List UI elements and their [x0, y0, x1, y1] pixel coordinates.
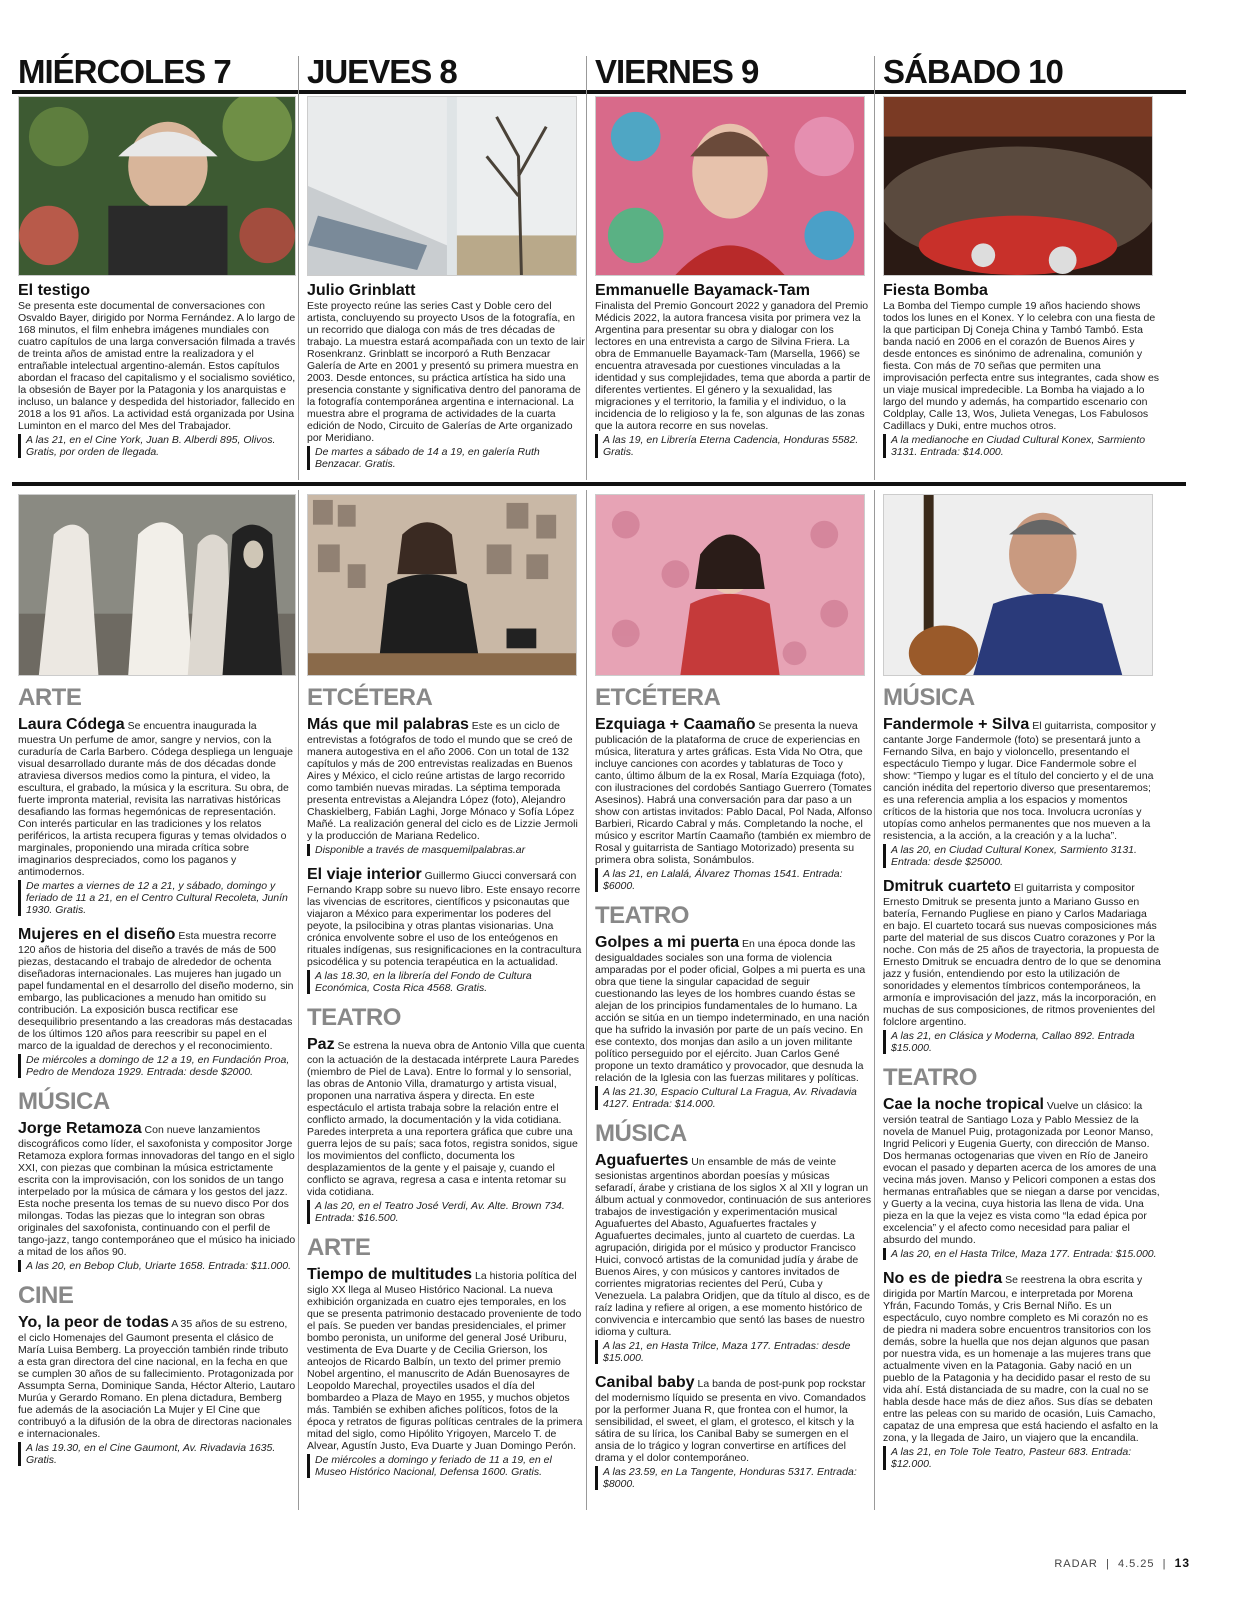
event-title: El viaje interior	[307, 866, 422, 883]
event-jorge-retamoza	[18, 1120, 296, 1272]
event-info: Disponible a través de masquemilpalabras.ar	[307, 844, 585, 856]
event-el-testigo	[18, 282, 296, 478]
photo-bayamack-tam	[595, 96, 865, 276]
event-info: A las 23.59, en La Tangente, Honduras 5317. Entrada: $8000.	[595, 1466, 873, 1490]
event-mujeres-diseno	[18, 926, 296, 1078]
section-label-musica: MÚSICA	[18, 1088, 110, 1115]
photo-grinblatt-car	[307, 96, 577, 276]
event-body: La Bomba del Tiempo cumple 19 años haciendo shows todos los lunes en el Konex. Y lo celebra con una fiesta de la que participan Dj Coneja China y Tambó Tambó. Esta banda nació en 2006 en el corazón de Buenos Aires y desde entonces es sinónimo de adrenalina, comunión y fiesta. Con más de 70 señas que permiten una improvisación perfecta entre sus integrantes, cada show es un viaje musical impredecible. La Bomba ha viajado a lo largo del mundo y además, ha compartido escenario con Coldplay, Calle 13, Wos, Julieta Venegas, Los Fabulosos Cadillacs y Duki, entre muchos otros.	[883, 300, 1160, 432]
event-canibal-baby	[595, 1374, 873, 1490]
event-title: Jorge Retamoza	[18, 1120, 142, 1137]
section-label-teatro: TEATRO	[307, 1004, 401, 1031]
event-info: A la medianoche en Ciudad Cultural Konex, Sarmiento 3131. Entrada: $14.000.	[883, 434, 1161, 458]
event-info: A las 21, en el Cine York, Juan B. Alberdi 895, Olivos. Gratis, por orden de llegada.	[18, 434, 296, 458]
event-info: A las 21, en Tole Tole Teatro, Pasteur 683. Entrada: $12.000.	[883, 1446, 1161, 1470]
event-body: Con nueve lanzamientos discográficos como líder, el saxofonista y compositor Jorge Retamoza explora formas innovadoras del tango en el siglo XXI, con piezas que combinan la música estrictamente escrita con la improvisación, con los sonidos de un tango interpelado por la música de cámara y los gestos del jazz. Esta noche presenta los temas de su nuevo disco Por dos milongas. Todas las piezas que lo integran son obras originales del saxofonista, continuando con el perfil de tango-jazz, tango contemporáneo que el músico ha iniciado a mitad de los años 90.	[18, 1124, 296, 1258]
section-label-musica: MÚSICA	[883, 684, 975, 711]
event-body: El guitarrista, compositor y cantante Jorge Fandermole (foto) se presentará junto a Fernando Silva, en bajo y violoncello, presentando el espectáculo Tiempo y lugar. Dice Fandermole sobre el show: “Tiempo y lugar es el título del concierto y el de una canción inédita del repertorio diverso que presentaremos; es una referencia amplia a los espacios y momentos críticos de la historia que nos toca. Involucra ucronías y utopías como anhelos permanentes que nos mueven a la resistencia, a la acción, a la creación y a la lucha”.	[883, 720, 1156, 842]
column-divider	[586, 490, 587, 1510]
event-info: A las 21, en Hasta Trilce, Maza 177. Entradas: desde $15.000.	[595, 1340, 873, 1364]
event-info: A las 20, en Bebop Club, Uriarte 1658. Entrada: $11.000.	[18, 1260, 296, 1272]
event-info: De miércoles a domingo y feriado de 11 a 19, en el Museo Histórico Nacional, Defensa 1600. Gratis.	[307, 1454, 585, 1478]
event-body: La banda de post-punk pop rockstar del modernismo líquido se presenta en vivo. Comandados por la performer Juana R, que frontea con el humor, la sensibilidad, el sweet, el glam, el grotesco, el kitsch y la sátira de su lírica, los Canibal Baby se sumergen en el ansia de lo trágico y logran convertirse en artífices del drama y el dolor contemporáneo.	[595, 1378, 866, 1464]
event-aguafuertes	[595, 1152, 873, 1364]
column-divider	[298, 490, 299, 1510]
column-divider	[874, 490, 875, 1510]
event-body: Guillermo Giucci conversará con Fernando Krapp sobre su nuevo libro. Este ensayo recorre las vivencias de escritores, científicos y psiconautas que viajaron a México para experimentar los poderes del peyote, la psilocibina y otras plantas visionarias. Una crónica envolvente sobre el uso de los enteógenos en rituales indígenas, sus resignificaciones en la contracultura psicodélica y su potencia terapéutica en la actualidad.	[307, 870, 582, 968]
event-title: No es de piedra	[883, 1270, 1003, 1287]
column-wednesday-listings	[18, 682, 296, 1512]
event-body: La historia política del siglo XX llega al Museo Histórico Nacional. La nueva exhibición organizada en cuatro ejes temporales, en los que se presenta patrimonio destacado proveniente de todo el país. Se pueden ver bandas presidenciales, el primer bombo peronista, un uniforme del general José Uriburu, vestimenta de Eva Duarte y de Cecilia Grierson, los anteojos de Ricardo Balbín, un texto del primer premio Nobel argentino, el manuscrito de Adán Buenosayres de Leopoldo Marechal, proyectiles usados el día del bombardeo a Plaza de Mayo en 1955, y muchos objetos más. También se exhiben afiches políticos, fotos de la época y retratos de figuras políticas centrales de la primera mitad del siglo, como Hipólito Yrigoyen, Marcelo T. de Alvear, Agustín Justo, Eva Duarte y Juan Domingo Perón.	[307, 1270, 583, 1452]
event-body: Se estrena la nueva obra de Antonio Villa que cuenta con la actuación de la destacada intérprete Laura Paredes (miembro de Piel de Lava). Entre lo formal y lo sensorial, las obras de Antonio Villa, dramaturgo y artista visual, proponen una narrativa áspera y directa. En este espectáculo el artista trabaja sobre la relación entre el conflicto armado, la documentación y la vida cotidiana. Paredes interpreta a una reportera gráfica que cubre una guerra lejos de su país; saca fotos, registra sonidos, sigue los movimientos del conflicto, documenta los desplazamientos de la gente y el paisaje y, cuando el conflicto se agrava, regresa a casa e intenta retomar su vida cotidiana.	[307, 1040, 585, 1198]
day-header-friday: VIERNES 9	[595, 53, 759, 90]
column-friday-listings	[595, 682, 873, 1512]
event-julio-grinblatt	[307, 282, 585, 478]
column-saturday-listings	[883, 682, 1161, 1512]
event-title: Ezquiaga + Caamaño	[595, 716, 756, 733]
section-label-etcetera: ETCÉTERA	[595, 684, 721, 711]
section-label-musica: MÚSICA	[595, 1120, 687, 1147]
event-mas-que-mil-palabras	[307, 716, 585, 856]
event-body: Este es un ciclo de entrevistas a fotógrafos de todo el mundo que se creó de manera autogestiva en el año 2006. Con un total de 132 capítulos y más de 200 entrevistas realizadas en Buenos Aires y México, el ciclo reúne artistas de largo recorrido como también nuevas miradas. La séptima temporada presenta entrevistas a Alejandra López (foto), Alejandro Chaskielberg, Fabián Laghi, Jorge Mónaco y Sofía López Mañé. La realización general del ciclo es de Lizzie Jermoli y la producción de Mariana Redelico.	[307, 720, 578, 842]
event-info: A las 21, en Clásica y Moderna, Callao 892. Entrada $15.000.	[883, 1030, 1161, 1054]
photo-osvaldo-bayer	[18, 96, 296, 276]
footer-section: RADAR	[1054, 1558, 1098, 1570]
event-info: De miércoles a domingo de 12 a 19, en Fundación Proa, Pedro de Mendoza 1929. Entrada: desde $2000.	[18, 1054, 296, 1078]
section-label-teatro: TEATRO	[595, 902, 689, 929]
event-title: Fiesta Bomba	[883, 282, 988, 299]
section-label-teatro: TEATRO	[883, 1064, 977, 1091]
event-body: Se presenta este documental de conversaciones con Osvaldo Bayer, dirigido por Norma Fernández. A lo largo de 168 minutos, el film enhebra imágenes mundiales con cuatro capítulos de una larga conversación filmada a través de treinta años de amistad entre la realizadora y el entrañable intelectual argentino-alemán. Estos capítulos abordan el fracaso del capitalismo y el socialismo soviético, la obsesión de Bayer por la Patagonia y los anarquistas e incluso, un balance y despedida del historiador, fallecido en 2018 a los 91 años. La actividad está organizada por Usina Luminton en el marco del Mes del Trabajador.	[18, 300, 296, 432]
column-divider	[586, 56, 587, 480]
event-info: A las 20, en el Hasta Trilce, Maza 177. Entrada: $15.000.	[883, 1248, 1161, 1260]
event-fandermole-silva	[883, 716, 1161, 868]
event-cae-la-noche-tropical	[883, 1096, 1161, 1260]
event-body: Se encuentra inaugurada la muestra Un perfume de amor, sangre y nervios, con la curaduría de Carla Barbero. Códega despliega un lenguaje visual desarrollado durante más de dos décadas donde atraviesa diversos medios como la pintura, el video, la escultura, el grabado, la música y la escritura. Su obra, de fuerte impronta material, revisita las narrativas históricas desafiando las formas hegemónicas de representación. Con interés particular en las tradiciones y los relatos periféricos, la artista recupera figuras y temas olvidados o marginales, proponiendo una mirada crítica sobre imaginarios despreciados, como los paganos y antimodernos.	[18, 720, 293, 878]
event-body: Se presenta la nueva publicación de la plataforma de cruce de experiencias en música, literatura y artes gráficas. Esta Vida No Otra, que incluye canciones con acordes y tablaturas de Toco y canto, último álbum de la ex Rosal, María Ezquiaga (foto), con ilustraciones del cordobés Santiago Guerrero (Tomates Asesinos). Habrá una conversación para dar paso a un show con artistas invitados: Pablo Dacal, Pol Nada, Alfonso Barbieri, Ricardo Cabral y más. Completando la noche, el músico y escritor Martín Caamaño (también ex miembro de Rosal y guitarrista de Santiago Motorizado) presenta su primera obra solista, Sonámbulos.	[595, 720, 873, 866]
photo-jorge-fandermole	[883, 494, 1153, 676]
event-body: Este proyecto reúne las series Cast y Doble cero del artista, concluyendo su proyecto Usos de la fotografía, en un recorrido que dialoga con más de tres décadas de trabajo. La muestra estará acompañada con un texto de lair Rosenkranz. Grinblatt se incorporó a Ruth Benzacar Galería de Arte en 2001 y presentó su primera muestra en 2003. Desde entonces, su práctica artística ha sido una presencia constante y significativa dentro del panorama de la fotografía contemporánea argentina e internacional. La muestra abre el programa de actividades de la cuarta edición de Nodo, Circuito de Galerías de Arte organizado por Meridiano.	[307, 300, 585, 444]
event-body: Se reestrena la obra escrita y dirigida por Martín Marcou, e interpretada por Morena Yfrán, Facundo Tomás, y Cris Bernal Niño. Es un espectáculo, cuyo nombre completo es Mi corazón no es de piedra ni madera sobre encuentros transitorios con los demás, sobre la huella que nos dejan algunos que pasan por nuestra vida, es un homenaje a las mujeres trans que actualmente viven en la Patagonia. Gaby nació en un pueblo de la Patagonia y ha decidido pasar el resto de su vida ahí. Está distanciada de su madre, con la cual no se habla desde hace más de diez años. Sus días se debaten entre las peleas con su marido de ocasión, Luis Camacho, capataz de una empresa que está haciendo el asfalto en la zona, y la llegada de Jairo, un viajero que la encandila.	[883, 1274, 1158, 1444]
day-header-saturday: SÁBADO 10	[883, 53, 1063, 90]
event-title: Más que mil palabras	[307, 716, 469, 733]
photo-maria-ezquiaga	[595, 494, 865, 676]
event-body: El guitarrista y compositor Ernesto Dmitruk se presenta junto a Mariano Gusso en batería, Fernando Pugliese en piano y Carlos Madariaga en bajo. El cuarteto tocará sus nuevas composiciones más parte del material de sus discos Cuatro corazones y Por la noche. Con más de 25 años de trayectoria, la propuesta de Ernesto Dmitruk se encuadra dentro de lo que se denomina jazz y fusión, entendiendo por esto la utilización de sonoridades y elementos tímbricos contemporáneos, la armonía e improvisación del jazz, más la incorporación, en muchas de sus composiciones, de ritmos provenientes del folclore argentino.	[883, 882, 1161, 1028]
event-tiempo-de-multitudes	[307, 1266, 585, 1478]
event-title: Emmanuelle Bayamack-Tam	[595, 282, 810, 299]
event-paz	[307, 1036, 585, 1224]
event-no-es-de-piedra	[883, 1270, 1161, 1470]
column-thursday-listings	[307, 682, 585, 1512]
event-title: Aguafuertes	[595, 1152, 689, 1169]
event-body: Vuelve un clásico: la versión teatral de Santiago Loza y Pablo Messiez de la novela de Manuel Puig, protagonizada por Leonor Manso, Ingrid Pelicori y Eugenia Guerty, con dirección de Manso. Dos hermanas octogenarias que viven en Río de Janeiro evocan el pasado y departen acerca de los amores de una vecina más joven. Manso y Pelicori componen a estas dos hermanas entrañables que se niegan a darse por vencidas, y Guerty a la vecina, cuya historia las llena de vida. Una pieza en la que la vejez es vista como “la edad épica por excelencia” y el afecto como necesidad para paliar el absurdo del mundo.	[883, 1100, 1160, 1246]
event-laura-codega	[18, 716, 296, 916]
event-info: De martes a sábado de 14 a 19, en galería Ruth Benzacar. Gratis.	[307, 446, 585, 470]
event-fiesta-bomba	[883, 282, 1161, 478]
event-info: A las 20, en el Teatro José Verdi, Av. Alte. Brown 734. Entrada: $16.500.	[307, 1200, 585, 1224]
event-title: Julio Grinblatt	[307, 282, 416, 299]
event-body: Un ensamble de más de veinte sesionistas argentinos abordan poesías y músicas sefaradí, árabe y cristiana de los siglos X al XII y logran un álbum actual y conmovedor, continuación de sus anteriores trabajos de investigación y experimentación musical Aguafuertes del Abasto, Aguafuertes fractales y Aguafuertes decimales, junto al cuarteto de cuerdas. La agrupación, dirigida por el músico y productor Francisco Huici, convocó artistas de la comunidad judía y árabe de Buenos Aires, y con músicos y cantores invitados de corrientes migratorias recientes del Perú, Cuba y Venezuela. La palabra Oridjen, que da título al disco, es de raíz ladina y refiere al origen, a ese momento histórico de convivencia e intercambio que sentó las bases de nuestro idioma y cultura.	[595, 1156, 872, 1338]
section-label-arte: ARTE	[307, 1234, 371, 1261]
event-info: A las 18.30, en la librería del Fondo de Cultura Económica, Costa Rica 4568. Gratis.	[307, 970, 585, 994]
event-info: A las 21.30, Espacio Cultural La Fragua, Av. Rivadavia 4127. Entrada: $14.000.	[595, 1086, 873, 1110]
photo-alejandra-lopez	[307, 494, 577, 676]
event-title: Dmitruk cuarteto	[883, 878, 1012, 895]
section-label-etcetera: ETCÉTERA	[307, 684, 433, 711]
event-info: De martes a viernes de 12 a 21, y sábado, domingo y feriado de 11 a 21, en el Centro Cultural Recoleta, Junín 1930. Gratis.	[18, 880, 296, 916]
event-el-viaje-interior	[307, 866, 585, 994]
section-label-cine: CINE	[18, 1282, 74, 1309]
event-info: A las 19.30, en el Cine Gaumont, Av. Rivadavia 1635. Gratis.	[18, 1442, 296, 1466]
event-body: Finalista del Premio Goncourt 2022 y ganadora del Premio Médicis 2022, la autora francesa visita por primera vez la Argentina para presentar su obra y dialogar con los lectores en una entrevista a cargo de Silvina Friera. La obra de Emmanuelle Bayamack-Tam (Marsella, 1966) se encuentra atravesada por cuestiones vinculadas a la identidad y sus complejidades, tema que aborda a partir de diferentes vertientes. El género y la sexualidad, las migraciones y el territorio, la familia y el individuo, o la incidencia de lo religioso y la fe, son algunas de las zonas que la autora recorre en sus novelas.	[595, 300, 871, 432]
section-rule	[12, 482, 1186, 486]
page-number: 13	[1174, 1556, 1190, 1570]
event-body: A 35 años de su estreno, el ciclo Homenajes del Gaumont presenta el clásico de María Luisa Bemberg. La proyección también rinde tributo a esta gran directora del cine nacional, en la fecha en que se cumplen 30 años de su fallecimiento. Protagonizada por Assumpta Serna, Dominique Sanda, Héctor Alterio, Lautaro Murúa y Gerardo Romano. En plena dictadura, Bemberg fue además de la asociación La Mujer y El Cine que contribuyó a la difusión de la obra de directoras nacionales e internacionales.	[18, 1318, 296, 1440]
event-title: El testigo	[18, 282, 91, 299]
day-header-wednesday: MIÉRCOLES 7	[18, 53, 231, 90]
event-golpes-a-mi-puerta	[595, 934, 873, 1110]
photo-laura-codega	[18, 494, 296, 676]
event-info: A las 19, en Librería Eterna Cadencia, Honduras 5582. Gratis.	[595, 434, 873, 458]
event-info: A las 21, en Lalalá, Álvarez Thomas 1541. Entrada: $6000.	[595, 868, 873, 892]
event-title: Cae la noche tropical	[883, 1096, 1044, 1113]
event-title: Golpes a mi puerta	[595, 934, 740, 951]
day-header-thursday: JUEVES 8	[307, 53, 457, 90]
event-ezquiaga-caamano	[595, 716, 873, 892]
event-body: Esta muestra recorre 120 años de historia del diseño a través de más de 500 piezas, destacando el trabajo de alrededor de ochenta diseñadoras internacionales. Las mujeres han jugado un papel fundamental en el desarrollo del diseño moderno, sin embargo, las publicaciones a menudo han omitido su contribución. La exposición busca rectificar ese desequilibrio presentando a las creadoras más destacadas de los últimos 120 años para reescribir su papel en el marco de la igualdad de derechos y el reconocimiento.	[18, 930, 294, 1052]
event-dmitruk-cuarteto	[883, 878, 1161, 1054]
event-title: Fandermole + Silva	[883, 716, 1030, 733]
event-title: Canibal baby	[595, 1374, 695, 1391]
event-title: Paz	[307, 1036, 335, 1053]
photo-fiesta-bomba	[883, 96, 1153, 276]
event-title: Tiempo de multitudes	[307, 1266, 473, 1283]
event-title: Mujeres en el diseño	[18, 926, 176, 943]
event-title: Laura Códega	[18, 716, 125, 733]
event-title: Yo, la peor de todas	[18, 1314, 169, 1331]
event-yo-la-peor	[18, 1314, 296, 1466]
section-label-arte: ARTE	[18, 684, 82, 711]
column-divider	[874, 56, 875, 480]
footer-date: 4.5.25	[1117, 1558, 1155, 1570]
event-body: En una época donde las desigualdades sociales son una forma de violencia amparadas por el poder oficial, Golpes a mi puerta es una obra que tiene la singular capacidad de seguir cuestionando las leyes de los hombres cuando éstas se alejan de los principios fundamentales de lo humano. La acción se sitúa en un tiempo indeterminado, en una nación que ha sufrido la invasión por parte de un país vecino. En ese contexto, dos monjas dan asilo a un joven militante político perseguido por el ejército. Juan Carlos Gené propone un texto dramático y provocador, que desnuda la relación de la Iglesia con las fuerzas militares y políticas.	[595, 938, 870, 1084]
column-divider	[298, 56, 299, 480]
event-info: A las 20, en Ciudad Cultural Konex, Sarmiento 3131. Entrada: desde $25000.	[883, 844, 1161, 868]
event-bayamack-tam	[595, 282, 873, 478]
page-footer: RADAR | 4.5.25 | 13	[1054, 1556, 1190, 1570]
